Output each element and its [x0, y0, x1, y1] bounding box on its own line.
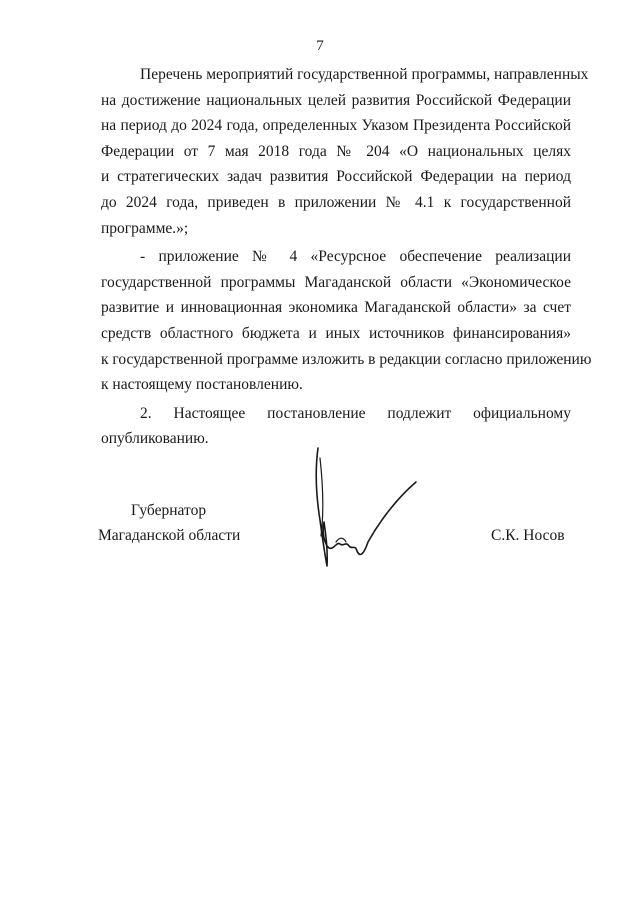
- text-line: 2. Настоящее постановление подлежит официальному: [140, 404, 571, 422]
- text-line: опубликованию.: [101, 430, 209, 448]
- text-line: Перечень мероприятий государственной программы, направленных: [140, 66, 589, 83]
- handwritten-signature: [300, 440, 425, 575]
- paragraph-appendix-4: [101, 244, 592, 398]
- text-line: к настоящему постановлению.: [101, 376, 303, 394]
- text-line: программе.»;: [101, 219, 189, 237]
- text-line: и стратегических задач развития Российской Федерации на период: [101, 168, 571, 186]
- paragraph-program-list: [101, 62, 589, 241]
- text-line: на период до 2024 года, определенных Указом Президента Российской: [101, 117, 571, 135]
- text-line: на достижение национальных целей развития Российской Федерации: [101, 91, 571, 109]
- text-line: государственной программы Магаданской области «Экономическое: [101, 273, 571, 291]
- text-line: средств областного бюджета и иных источников финансирования»: [101, 324, 571, 342]
- text-line: к государственной программе изложить в редакции согласно приложению: [101, 350, 592, 368]
- signatory-position: Губернатор: [131, 502, 207, 519]
- text-line: Федерации от 7 мая 2018 года № 204 «О национальных целях: [101, 142, 571, 160]
- text-line: до 2024 года, приведен в приложении № 4.1 к государственной: [101, 193, 571, 211]
- document-body: [101, 62, 592, 452]
- signatory-title: [98, 498, 240, 548]
- signatory-name: С.К. Носов: [491, 527, 565, 544]
- text-line: развитие и инновационная экономика Магаданской области» за счет: [101, 299, 571, 317]
- text-line: - приложение № 4 «Ресурсное обеспечение реализации: [140, 248, 571, 266]
- page-number: 7: [316, 38, 324, 54]
- signatory-region: Магаданской области: [98, 527, 241, 544]
